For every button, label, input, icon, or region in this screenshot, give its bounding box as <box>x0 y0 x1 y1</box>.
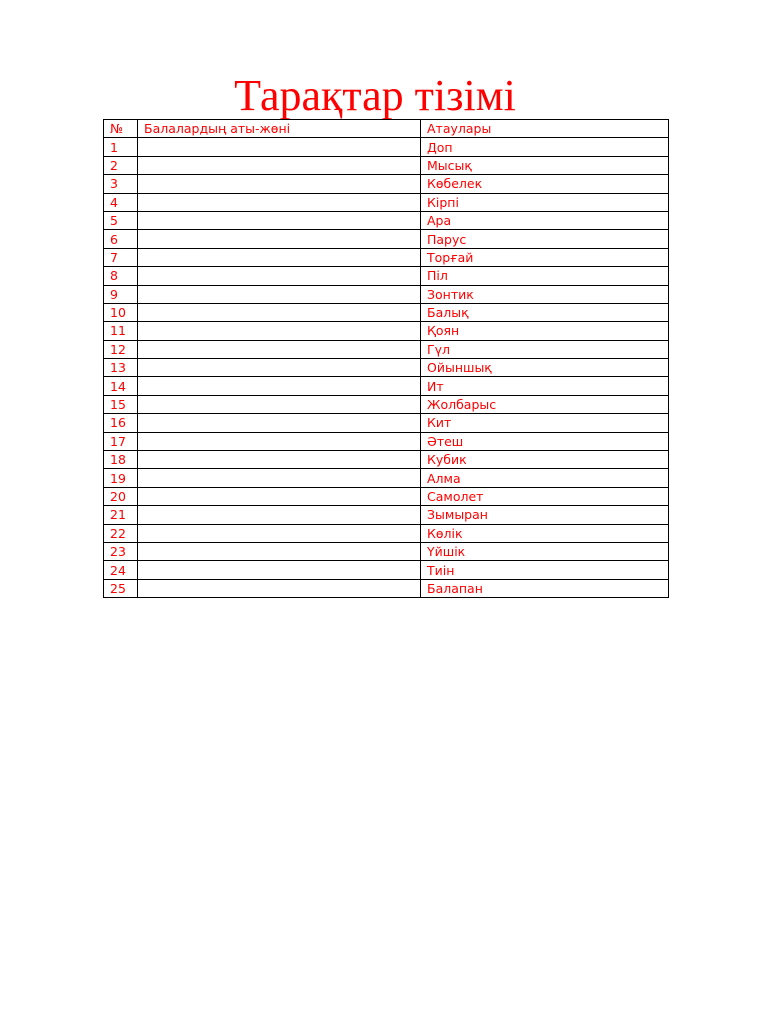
table-row <box>104 542 669 560</box>
item-name-cell: Жолбарыс <box>421 395 669 413</box>
page-title: Тарақтар тізімі <box>234 71 516 120</box>
item-name-cell: Көбелек <box>421 175 669 193</box>
row-number-cell: 20 <box>104 487 138 505</box>
table-row <box>104 322 669 340</box>
item-name-cell: Кірпі <box>421 193 669 211</box>
child-name-cell[interactable] <box>138 561 421 579</box>
item-name-cell: Парус <box>421 230 669 248</box>
table-row <box>104 506 669 524</box>
child-name-cell[interactable] <box>138 156 421 174</box>
child-name-cell[interactable] <box>138 322 421 340</box>
child-name-cell[interactable] <box>138 303 421 321</box>
table-row <box>104 285 669 303</box>
item-name-cell: Піл <box>421 267 669 285</box>
row-number-cell: 12 <box>104 340 138 358</box>
child-name-cell[interactable] <box>138 267 421 285</box>
child-name-cell[interactable] <box>138 414 421 432</box>
child-name-cell[interactable] <box>138 579 421 597</box>
table-row <box>104 230 669 248</box>
child-name-cell[interactable] <box>138 506 421 524</box>
row-number-cell: 16 <box>104 414 138 432</box>
item-name-cell: Қоян <box>421 322 669 340</box>
child-name-cell[interactable] <box>138 175 421 193</box>
child-name-cell[interactable] <box>138 359 421 377</box>
child-name-cell[interactable] <box>138 193 421 211</box>
row-number-cell: 21 <box>104 506 138 524</box>
row-number-cell: 24 <box>104 561 138 579</box>
table-row <box>104 193 669 211</box>
child-name-cell[interactable] <box>138 285 421 303</box>
item-name-cell: Кит <box>421 414 669 432</box>
child-name-cell[interactable] <box>138 395 421 413</box>
table-header-row <box>104 120 669 138</box>
table-row <box>104 156 669 174</box>
table-row <box>104 248 669 266</box>
row-number-cell: 22 <box>104 524 138 542</box>
child-name-cell[interactable] <box>138 487 421 505</box>
row-number-cell: 15 <box>104 395 138 413</box>
row-number-cell: 23 <box>104 542 138 560</box>
table-row <box>104 303 669 321</box>
row-number-cell: 7 <box>104 248 138 266</box>
child-name-cell[interactable] <box>138 230 421 248</box>
table-row <box>104 414 669 432</box>
row-number-cell: 3 <box>104 175 138 193</box>
header-item-name: Атаулары <box>421 120 669 138</box>
row-number-cell: 1 <box>104 138 138 156</box>
item-name-cell: Ара <box>421 211 669 229</box>
table-row <box>104 267 669 285</box>
child-name-cell[interactable] <box>138 248 421 266</box>
child-name-cell[interactable] <box>138 469 421 487</box>
table-row <box>104 561 669 579</box>
item-name-cell: Көлік <box>421 524 669 542</box>
row-number-cell: 14 <box>104 377 138 395</box>
child-name-cell[interactable] <box>138 211 421 229</box>
child-name-cell[interactable] <box>138 340 421 358</box>
table-row <box>104 451 669 469</box>
item-name-cell: Тиін <box>421 561 669 579</box>
table-row <box>104 469 669 487</box>
child-name-cell[interactable] <box>138 542 421 560</box>
item-name-cell: Ойыншық <box>421 359 669 377</box>
table-row <box>104 175 669 193</box>
table-row <box>104 138 669 156</box>
item-name-cell: Үйшік <box>421 542 669 560</box>
table-row <box>104 211 669 229</box>
table-row <box>104 432 669 450</box>
row-number-cell: 19 <box>104 469 138 487</box>
item-name-cell: Әтеш <box>421 432 669 450</box>
item-name-cell: Зымыран <box>421 506 669 524</box>
table-row <box>104 524 669 542</box>
item-name-cell: Балық <box>421 303 669 321</box>
child-name-cell[interactable] <box>138 377 421 395</box>
item-name-cell: Кубик <box>421 451 669 469</box>
row-number-cell: 9 <box>104 285 138 303</box>
item-name-cell: Зонтик <box>421 285 669 303</box>
child-name-cell[interactable] <box>138 524 421 542</box>
child-name-cell[interactable] <box>138 451 421 469</box>
header-number: № <box>104 120 138 138</box>
item-name-cell: Торғай <box>421 248 669 266</box>
row-number-cell: 13 <box>104 359 138 377</box>
table-row <box>104 395 669 413</box>
child-name-cell[interactable] <box>138 432 421 450</box>
row-number-cell: 4 <box>104 193 138 211</box>
item-name-cell: Гүл <box>421 340 669 358</box>
item-name-cell: Алма <box>421 469 669 487</box>
row-number-cell: 17 <box>104 432 138 450</box>
table-body <box>104 138 669 598</box>
row-number-cell: 25 <box>104 579 138 597</box>
table-row <box>104 340 669 358</box>
row-number-cell: 18 <box>104 451 138 469</box>
item-name-cell: Балапан <box>421 579 669 597</box>
table-row <box>104 579 669 597</box>
roster-table <box>103 119 669 598</box>
table-row <box>104 487 669 505</box>
header-child-name: Балалардың аты-жөні <box>138 120 421 138</box>
child-name-cell[interactable] <box>138 138 421 156</box>
row-number-cell: 8 <box>104 267 138 285</box>
table-row <box>104 359 669 377</box>
row-number-cell: 6 <box>104 230 138 248</box>
row-number-cell: 2 <box>104 156 138 174</box>
row-number-cell: 5 <box>104 211 138 229</box>
item-name-cell: Ит <box>421 377 669 395</box>
table-row <box>104 377 669 395</box>
item-name-cell: Доп <box>421 138 669 156</box>
item-name-cell: Мысық <box>421 156 669 174</box>
row-number-cell: 11 <box>104 322 138 340</box>
item-name-cell: Самолет <box>421 487 669 505</box>
row-number-cell: 10 <box>104 303 138 321</box>
